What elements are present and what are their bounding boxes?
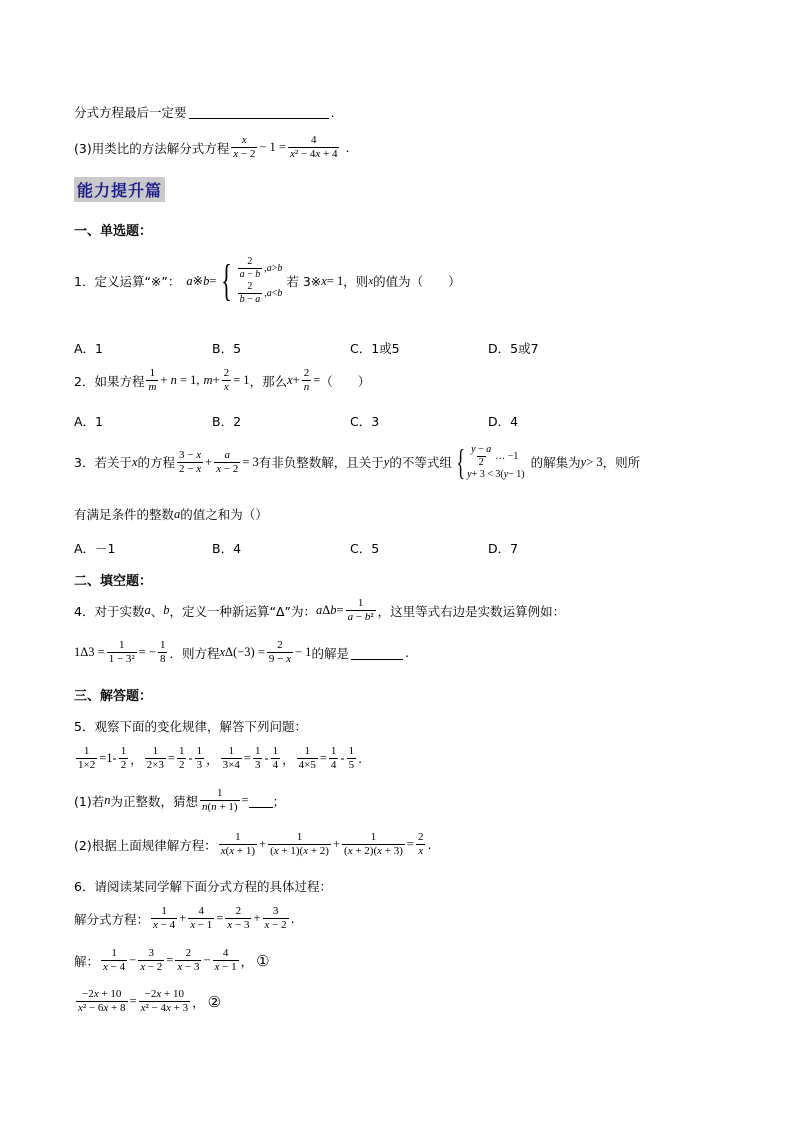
q3-t5: ，则所 <box>602 455 641 470</box>
q3-options <box>74 539 518 557</box>
option-d: D．7 <box>488 541 519 556</box>
q1-prefix: 1．定义运算“※”： <box>74 274 181 289</box>
q4-t5: 的解是 <box>311 645 349 661</box>
q4-t1: 、 <box>150 603 164 619</box>
math-fraction: $\frac{1}{3}$ <box>254 745 261 771</box>
option-a: A．1 <box>74 414 104 429</box>
question-5: 5．观察下面的变化规律，解答下列问题： <box>74 719 307 734</box>
option-d: D．4 <box>488 414 519 429</box>
math-fraction: $\frac{4}{x - 1}$ <box>214 947 237 973</box>
math-fraction: 1 m <box>148 367 157 393</box>
question-5-part-2: (2)根据上面规律解方程： 1 x(x + 1) + $\frac{1}{(x + 1)(x + 2)}$ + $\frac{1}{(x + 2)(x + 3)}$ = $\frac{2}{x}$ . <box>74 831 432 857</box>
q2-prefix: 2．如果方程 <box>74 373 145 389</box>
section-heading-single-choice: 一、单选题： <box>74 224 153 239</box>
inequality-system: { y − a 2 … −1 y + 3 < 3( y − 1) <box>456 442 525 482</box>
math-fraction: 1 x − 4 <box>153 905 176 931</box>
question-4-line-2: 1Δ3 = $\frac{1}{\text{1 − 3²}}$ = − $\frac{1}{8}$ ．则方程 x Δ(−3) = $\frac{2}{9 - x}$ − 1 的解是 . <box>74 639 409 665</box>
math-fraction: 1 5 <box>348 745 355 771</box>
math-fraction: $\frac{2}{x}$ <box>223 367 230 393</box>
q3-prefix: 3．若关于 <box>74 455 132 470</box>
q4-prefix: 4．对于实数 <box>74 603 145 619</box>
math-fraction: $\frac{1}{(x + 1)(x + 2)}$ <box>270 831 329 857</box>
q3-line2: 有满足条件的整数 <box>74 507 175 522</box>
math-fraction: $\frac{1}{2\times 3}$ <box>146 745 164 771</box>
math-fraction: $\frac{1}{n(n + 1)}$ <box>201 787 238 813</box>
math-fraction: $\frac{-2x + 10}{\text{x² − 6x + 8}}$ <box>78 988 126 1014</box>
q4-t4: ．则方程 <box>169 645 220 661</box>
period: . <box>404 645 409 660</box>
option-b: B．4 <box>212 541 242 556</box>
math-fraction: $\frac{2}{n}$ <box>303 367 310 393</box>
option-c: C．1或5 <box>350 341 400 356</box>
step-marker-2: ② <box>207 992 222 1011</box>
question-1: 1．定义运算“※”： a ※ b = { 2 a − b , a > b 2 b − a , a < b 若 3※ x = 1 ，则 x 的值为（ ） <box>74 256 461 305</box>
math-fraction: $\frac{1}{2}$ <box>178 745 185 771</box>
math-fraction: $\frac{4}{\text{x² − 4x + 4}}$ <box>289 134 338 160</box>
intro-line-2: (3)用类比的方法解分式方程 x x − 2 − 1 = $\frac{4}{\text{x² − 4x + 4}}$ . <box>74 134 350 160</box>
math-fraction: $\frac{1}{1\times 2}$ <box>78 745 96 771</box>
q6-l1: 解分式方程： <box>74 911 150 927</box>
math-fraction: $\frac{2}{x - 3}$ <box>227 905 250 931</box>
period: . <box>345 140 350 155</box>
section-heading-fill-in: 二、填空题： <box>74 574 153 589</box>
answer-blank <box>189 105 329 119</box>
math-fraction: $\frac{-2x + 10}{\text{x² − 4x + 3}}$ <box>140 988 189 1014</box>
q1-mid2: ，则 <box>343 274 369 289</box>
math-fraction: $\frac{2}{9 - x}$ <box>268 639 291 665</box>
q1-mid: 若 3※ <box>286 274 322 289</box>
question-6-step-2: $\frac{-2x + 10}{\text{x² − 6x + 8}}$ = $\frac{-2x + 10}{\text{x² − 4x + 3}}$ ， ② <box>78 988 222 1014</box>
intro-text: 分式方程最后一定要 <box>74 105 187 120</box>
math-fraction: x x − 2 <box>233 134 256 160</box>
question-5-part-1: (1)若 n 为正整数，猜想 $\frac{1}{n(n + 1)}$ = ； <box>74 787 286 813</box>
q3-line2b: 的值之和为（） <box>180 507 268 522</box>
option-c: C．3 <box>350 414 380 429</box>
question-6-step-1: 解： 1 x − 4 − $\frac{3}{x - 2}$ = $\frac{2}{x - 3}$ − $\frac{4}{x - 1}$ ， ① <box>74 947 270 973</box>
q3-t1: 的方程 <box>137 455 176 470</box>
math-fraction: 3 − x 2 − x <box>179 448 202 475</box>
q5-p1: (1)若 <box>74 793 105 809</box>
q2-mid: ，那么 <box>249 373 288 389</box>
option-d: D．5或7 <box>488 341 539 356</box>
intro-line-1 <box>74 103 335 121</box>
math-fraction: $\frac{1}{8}$ <box>159 639 166 665</box>
math-fraction: $\frac{1}{\text{1 − 3²}}$ <box>108 639 135 665</box>
math-fraction: 1 4 <box>272 745 279 771</box>
math-fraction: $\frac{1}{\text{a − b²}}$ <box>347 597 374 623</box>
option-a: A．1 <box>74 341 104 356</box>
math-fraction: $\frac{1}{(x + 2)(x + 3)}$ <box>344 831 403 857</box>
q5-p1c: ； <box>272 793 286 809</box>
section-banner: 能力提升篇 <box>74 177 165 202</box>
q3-t4: 的解集为 <box>530 455 581 470</box>
step-marker-1: ① <box>256 951 270 970</box>
answer-blank <box>351 646 403 660</box>
question-6: 6．请阅读某同学解下面分式方程的具体过程： <box>74 879 332 894</box>
intro-label: (3)用类比的方法解分式方程 <box>74 140 230 156</box>
math-fraction: $\frac{1}{4\times 5}$ <box>298 745 316 771</box>
option-c: C．5 <box>350 541 380 556</box>
math-fraction: $\frac{4}{x - 1}$ <box>190 905 213 931</box>
answer-blank <box>249 794 273 808</box>
math-fraction: $\frac{a}{x - 2}$ <box>216 448 239 475</box>
option-b: B．5 <box>212 341 242 356</box>
q1-options <box>74 339 539 357</box>
math-fraction: $\frac{2}{x}$ <box>417 831 424 857</box>
period: . <box>330 104 335 120</box>
q3-t2: 有非负整数解，且关于 <box>258 455 384 470</box>
math-fraction: $\frac{3}{x - 2}$ <box>140 947 163 973</box>
math-fraction: 1 x − 4 <box>103 947 126 973</box>
math-fraction: 1 2 <box>120 745 127 771</box>
q5-p1b: 为正整数，猜想 <box>110 793 198 809</box>
math-fraction: $\frac{3}{x - 2}$ <box>264 905 287 931</box>
math-fraction: 1 3 <box>196 745 203 771</box>
math-fraction: 1 x(x + 1) <box>220 831 256 857</box>
piecewise-definition: { 2 a − b , a > b 2 b − a , a < b <box>221 256 283 305</box>
question-4: 4．对于实数 a 、 b ，定义一种新运算“Δ”为： a Δ b = $\frac{1}{\text{a − b²}}$ ，这里等式右边是实数运算例如： <box>74 597 566 623</box>
question-3-line-2: 有满足条件的整数 a 的值之和为（） <box>74 506 268 522</box>
q2-options <box>74 412 518 430</box>
question-6-equation: 解分式方程： 1 x − 4 + $\frac{4}{x - 1}$ = $\frac{2}{x - 3}$ + $\frac{3}{x - 2}$ . <box>74 905 295 931</box>
q6-l2: 解： <box>74 953 100 969</box>
q5-p2: (2)根据上面规律解方程： <box>74 837 217 853</box>
q3-t3: 的不等式组 <box>389 455 452 470</box>
q2-end: （ ） <box>320 373 371 389</box>
question-5-pattern: $\frac{1}{1\times 2}$ =1- 1 2 ， $\frac{1}{2\times 3}$ = $\frac{1}{2}$ - 1 3 ， $\frac{1}{3\times 4}$ = $\frac{1}{3}$ - 1 4 ， $\frac{1}{4\times 5}$ = $\frac{1}{4}$ - 1 5 . <box>78 745 363 771</box>
math-fraction: $\frac{1}{4}$ <box>330 745 337 771</box>
option-b: B．2 <box>212 414 242 429</box>
question-3: 3．若关于 x 的方程 3 − x 2 − x + $\frac{a}{x - 2}$ = 3 有非负整数解，且关于 y 的不等式组 { y − a 2 … −1 y + 3 < 3( y − 1) 的解集为 y > 3 ，则所 <box>74 442 641 482</box>
math-fraction: $\frac{1}{3\times 4}$ <box>222 745 240 771</box>
q4-t3: ，这里等式右边是实数运算例如： <box>377 603 566 619</box>
q4-t2: ，定义一种新运算“Δ”为： <box>169 603 316 619</box>
question-2: 2．如果方程 1 m + n = 1, m + $\frac{2}{x}$ = 1 ，那么 x + $\frac{2}{n}$ = （ ） <box>74 367 371 393</box>
section-heading-solutions: 三、解答题： <box>74 689 153 704</box>
q1-end: 的值为（ ） <box>373 274 461 289</box>
math-fraction: $\frac{2}{x - 3}$ <box>177 947 200 973</box>
option-a: A．－1 <box>74 541 116 556</box>
